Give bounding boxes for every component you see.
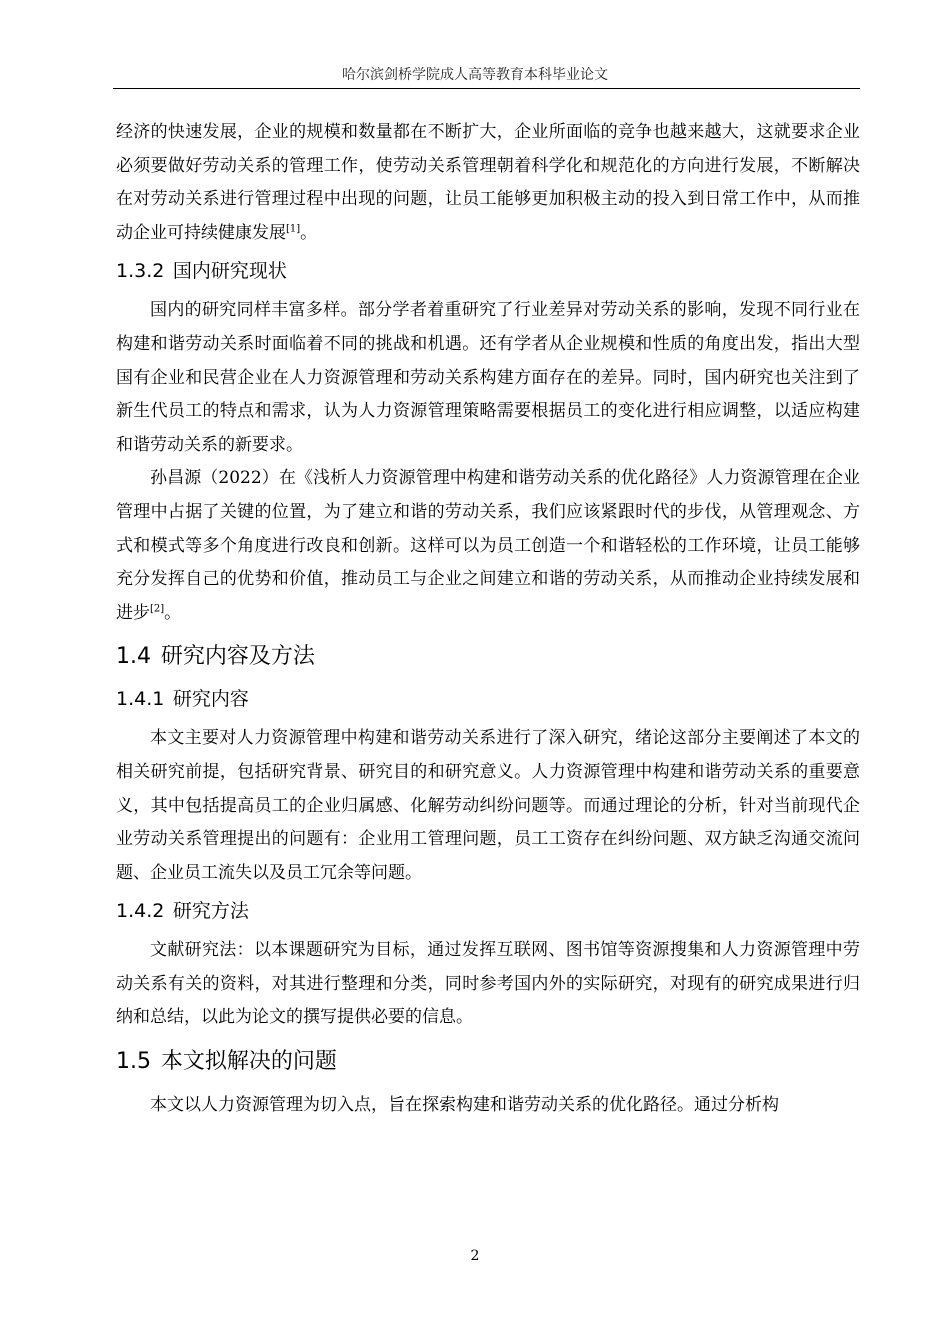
heading-number: 1.4	[116, 644, 151, 670]
heading-number: 1.5	[116, 1049, 151, 1075]
page-number: 2	[470, 1248, 480, 1264]
paragraph-end-punct: 。	[164, 602, 182, 623]
heading-title: 研究内容	[172, 688, 249, 711]
running-header: 哈尔滨剑桥学院成人高等教育本科毕业论文	[342, 67, 608, 83]
paragraph-continued	[116, 116, 860, 250]
paragraph-problems: 本文以人力资源管理为切入点，旨在探索构建和谐劳动关系的优化路径。通过分析构	[150, 1095, 779, 1116]
paragraph-research-content: 本文主要对人力资源管理中构建和谐劳动关系进行了深入研究，绪论这部分主要阐述了本文的相关研究前提，包括研究背景、研究目的和研究意义。人力资源管理中构建和谐劳动关系的重要意义，其中包括提高员工的企业归属感、化解劳动纠纷问题等。而通过理论的分析，针对当前现代企业劳动关系管理提出的问题有：企业用工管理问题，员工工资存在纠纷问题、双方缺乏沟通交流问题、企业员工流失以及员工冗余等问题。	[116, 728, 860, 883]
heading-title: 研究方法	[172, 900, 249, 923]
paragraph-domestic-research: 国内的研究同样丰富多样。部分学者着重研究了行业差异对劳动关系的影响，发现不同行业在构建和谐劳动关系时面临着不同的挑战和机遇。还有学者从企业规模和性质的角度出发，指出大型国有企业和民营企业在人力资源管理和劳动关系构建方面存在的差异。同时，国内研究也关注到了新生代员工的特点和需求，认为人力资源管理策略需要根据员工的变化进行相应调整，以适应构建和谐劳动关系的新要求。	[116, 300, 860, 455]
heading-1-4	[116, 642, 860, 672]
heading-1-4-2	[116, 896, 860, 926]
paragraph-sun-changyuan	[116, 462, 860, 630]
heading-number: 1.4.1	[116, 688, 165, 711]
paragraph-text: 经济的快速发展，企业的规模和数量都在不断扩大，企业所面临的竞争也越来越大，这就要求企业必须要做好劳动关系的管理工作，使劳动关系管理朝着科学化和规范化的方向进行发展，不断解决在对劳动关系进行管理过程中出现的问题，让员工能够更加积极主动的投入到日常工作中，从而推动企业可持续健康发展	[116, 122, 860, 243]
heading-1-4-1	[116, 684, 860, 714]
citation-1: [1]	[286, 223, 301, 235]
citation-2: [2]	[150, 603, 165, 615]
heading-number: 1.3.2	[116, 260, 165, 283]
header-rule	[113, 88, 860, 89]
heading-1-3-2	[116, 256, 860, 286]
heading-title: 本文拟解决的问题	[160, 1049, 337, 1075]
paragraph-end-punct: 。	[300, 222, 318, 243]
heading-title: 国内研究现状	[172, 260, 287, 283]
paragraph-research-method: 文献研究法：以本课题研究为目标，通过发挥互联网、图书馆等资源搜集和人力资源管理中劳动关系有关的资料，对其进行整理和分类，同时参考国内外的实际研究，对现有的研究成果进行归纳和总结，以此为论文的撰写提供必要的信息。	[116, 940, 860, 1028]
heading-number: 1.4.2	[116, 900, 165, 923]
paragraph-text: 孙昌源（2022）在《浅析人力资源管理中构建和谐劳动关系的优化路径》人力资源管理在企业管理中占据了关键的位置，为了建立和谐的劳动关系，我们应该紧跟时代的步伐，从管理观念、方式和模式等多个角度进行改良和创新。这样可以为员工创造一个和谐轻松的工作环境，让员工能够充分发挥自己的优势和价值，推动员工与企业之间建立和谐的劳动关系，从而推动企业持续发展和进步	[116, 468, 860, 623]
heading-1-5	[116, 1047, 860, 1077]
page-body	[116, 116, 860, 1123]
heading-title: 研究内容及方法	[160, 644, 315, 670]
